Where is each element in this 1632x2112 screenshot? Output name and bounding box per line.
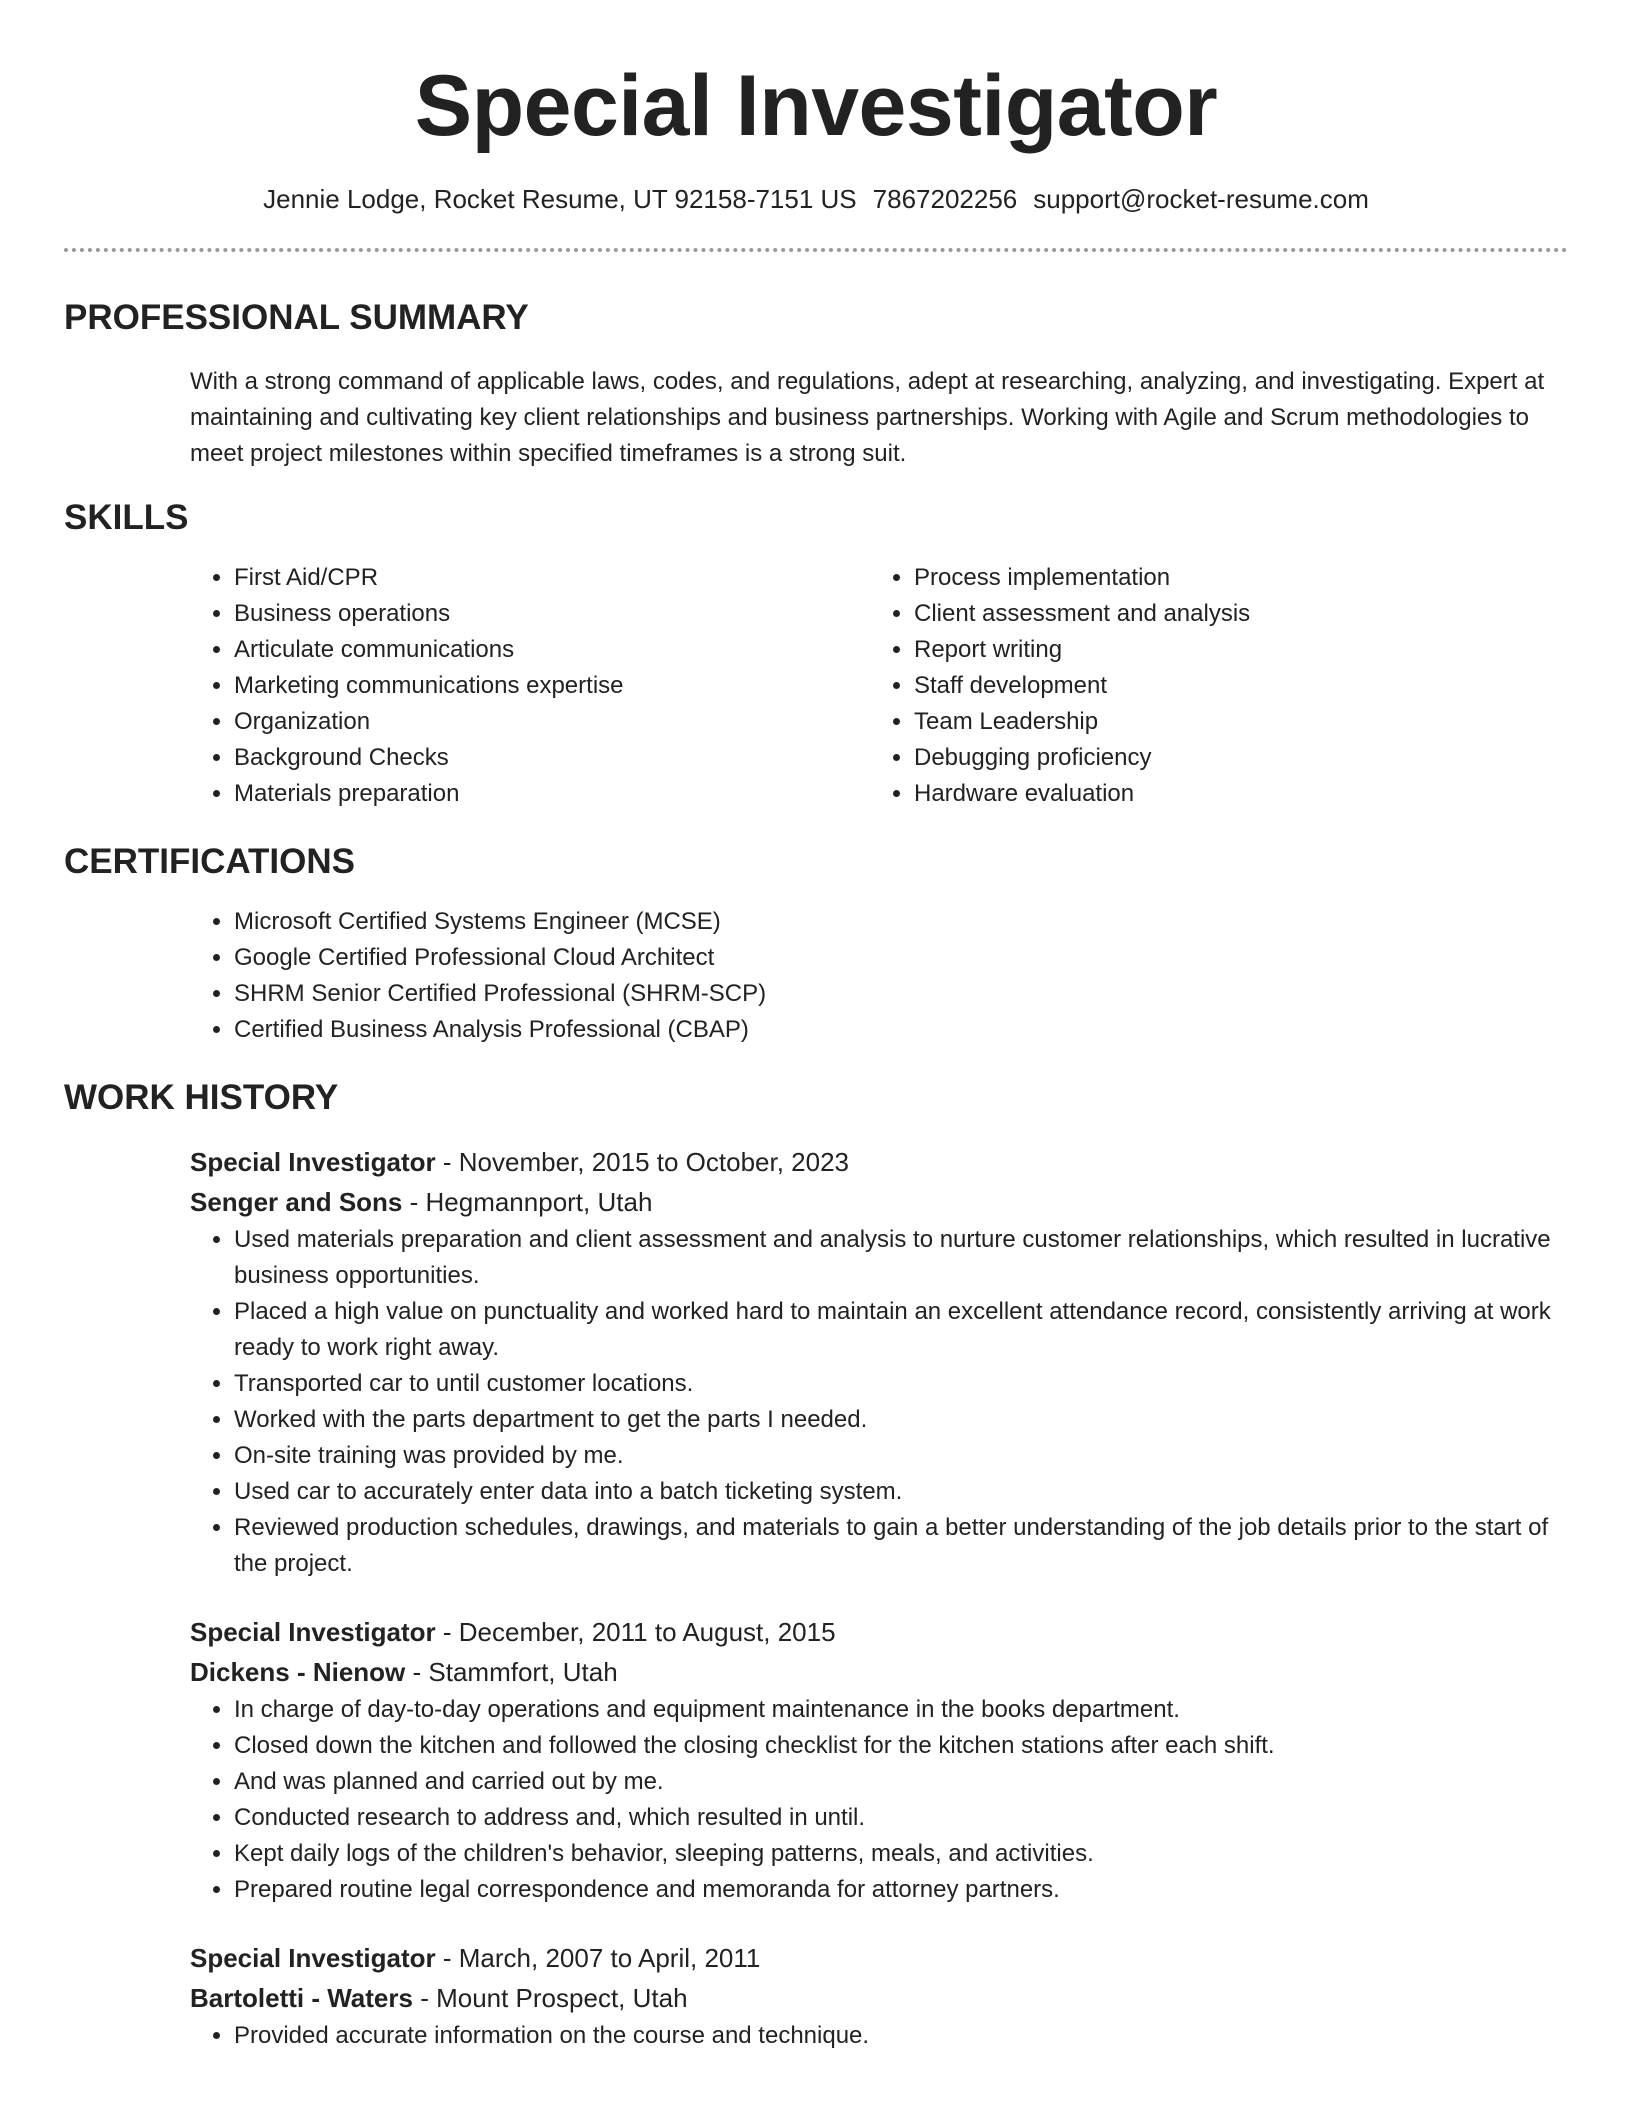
- job-company-line: [190, 1652, 1568, 1692]
- skill-item: • Business operations: [234, 596, 870, 632]
- contact-address: Jennie Lodge, Rocket Resume, UT 92158-7151 US: [263, 184, 857, 214]
- contact-phone: 7867202256: [872, 184, 1018, 214]
- job-role-line: [190, 1612, 1568, 1652]
- contact-email: support@rocket-resume.com: [1033, 184, 1369, 214]
- summary-text: With a strong command of applicable laws, codes, and regulations, adept at researching, analyzing, and investigating. Expert at maintaining and cultivating key client relationships and business partnerships. Working with Agile and Scrum methodologies to meet project milestones within specified timeframes is a strong suit.: [190, 368, 1545, 467]
- skill-item: • Organization: [234, 704, 870, 740]
- certifications-list: [190, 904, 1568, 1048]
- skill-item: • Marketing communications expertise: [234, 668, 870, 704]
- job-location: - Stammfort, Utah: [405, 1657, 618, 1687]
- job-duty-item: • On-site training was provided by me.: [234, 1438, 1568, 1474]
- skill-item: • Report writing: [914, 632, 1550, 668]
- header-divider: [64, 248, 1568, 252]
- job-duty-item: • Kept daily logs of the children's behavior, sleeping patterns, meals, and activities.: [234, 1836, 1568, 1872]
- skill-item: • Client assessment and analysis: [914, 596, 1550, 632]
- job-role: Special Investigator: [190, 1617, 436, 1647]
- skill-item: • Background Checks: [234, 740, 870, 776]
- skill-item: • Debugging proficiency: [914, 740, 1550, 776]
- job-location: - Mount Prospect, Utah: [412, 1983, 688, 2013]
- job-location: - Hegmannport, Utah: [402, 1187, 653, 1217]
- job-duties: [190, 1692, 1568, 1908]
- skill-item: • Articulate communications: [234, 632, 870, 668]
- certifications-heading: CERTIFICATIONS: [64, 842, 356, 881]
- skill-item: • Team Leadership: [914, 704, 1550, 740]
- job-duties: [190, 2018, 1568, 2054]
- skill-item: • Staff development: [914, 668, 1550, 704]
- job-duty-item: • Used car to accurately enter data into a batch ticketing system.: [234, 1474, 1568, 1510]
- certification-item: • Certified Business Analysis Professional (CBAP): [234, 1012, 1568, 1048]
- job-duty-item: • And was planned and carried out by me.: [234, 1764, 1568, 1800]
- resume-title: Special Investigator: [414, 58, 1218, 154]
- job-duty-item: • Closed down the kitchen and followed the closing checklist for the kitchen stations after each shift.: [234, 1728, 1568, 1764]
- job-duty-item: • Provided accurate information on the course and technique.: [234, 2018, 1568, 2054]
- job-duty-item: • Conducted research to address and, which resulted in until.: [234, 1800, 1568, 1836]
- job-company: Senger and Sons: [190, 1187, 403, 1217]
- job-entry: [190, 1612, 1568, 1908]
- certification-item: • Google Certified Professional Cloud Architect: [234, 940, 1568, 976]
- skill-item: • Process implementation: [914, 560, 1550, 596]
- skill-item: • First Aid/CPR: [234, 560, 870, 596]
- job-duty-item: • Placed a high value on punctuality and worked hard to maintain an excellent attendance record, consistently arriving at work ready to work right away.: [234, 1294, 1568, 1366]
- job-entry: [190, 1142, 1568, 1582]
- job-entry: [190, 1938, 1568, 2054]
- work-history-heading: WORK HISTORY: [64, 1078, 339, 1117]
- job-role-line: [190, 1938, 1568, 1978]
- work-history-section: [64, 1076, 1568, 2054]
- skill-item: • Hardware evaluation: [914, 776, 1550, 812]
- skills-list-right: [870, 560, 1550, 812]
- summary-section: [64, 296, 1568, 472]
- job-company-line: [190, 1978, 1568, 2018]
- contact-line: [64, 182, 1568, 216]
- job-duty-item: • Transported car to until customer locations.: [234, 1366, 1568, 1402]
- job-role-line: [190, 1142, 1568, 1182]
- certifications-section: [64, 840, 1568, 1048]
- skills-column-left: [190, 560, 870, 812]
- job-company: Bartoletti - Waters: [190, 1983, 413, 2013]
- job-company-line: [190, 1182, 1568, 1222]
- skills-column-right: [870, 560, 1550, 812]
- certifications-bullets: [190, 904, 1568, 1048]
- skills-list-left: [190, 560, 870, 812]
- job-dates: - March, 2007 to April, 2011: [435, 1943, 761, 1973]
- job-duties: [190, 1222, 1568, 1582]
- summary-heading: PROFESSIONAL SUMMARY: [64, 298, 529, 337]
- certification-item: • SHRM Senior Certified Professional (SHRM-SCP): [234, 976, 1568, 1012]
- job-dates: - November, 2015 to October, 2023: [435, 1147, 850, 1177]
- job-duty-item: • In charge of day-to-day operations and equipment maintenance in the books department.: [234, 1692, 1568, 1728]
- skills-section: [64, 496, 1568, 812]
- job-duty-item: • Reviewed production schedules, drawings, and materials to gain a better understanding of the job details prior to the start of the project.: [234, 1510, 1568, 1582]
- job-role: Special Investigator: [190, 1147, 436, 1177]
- certification-item: • Microsoft Certified Systems Engineer (MCSE): [234, 904, 1568, 940]
- job-dates: - December, 2011 to August, 2015: [435, 1617, 836, 1647]
- job-duty-item: • Prepared routine legal correspondence and memoranda for attorney partners.: [234, 1872, 1568, 1908]
- job-role: Special Investigator: [190, 1943, 436, 1973]
- skills-grid: [190, 560, 1568, 812]
- skills-heading: SKILLS: [64, 498, 189, 537]
- job-company: Dickens - Nienow: [190, 1657, 406, 1687]
- job-duty-item: • Worked with the parts department to get the parts I needed.: [234, 1402, 1568, 1438]
- skill-item: • Materials preparation: [234, 776, 870, 812]
- job-duty-item: • Used materials preparation and client assessment and analysis to nurture customer relationships, which resulted in lucrative business opportunities.: [234, 1222, 1568, 1294]
